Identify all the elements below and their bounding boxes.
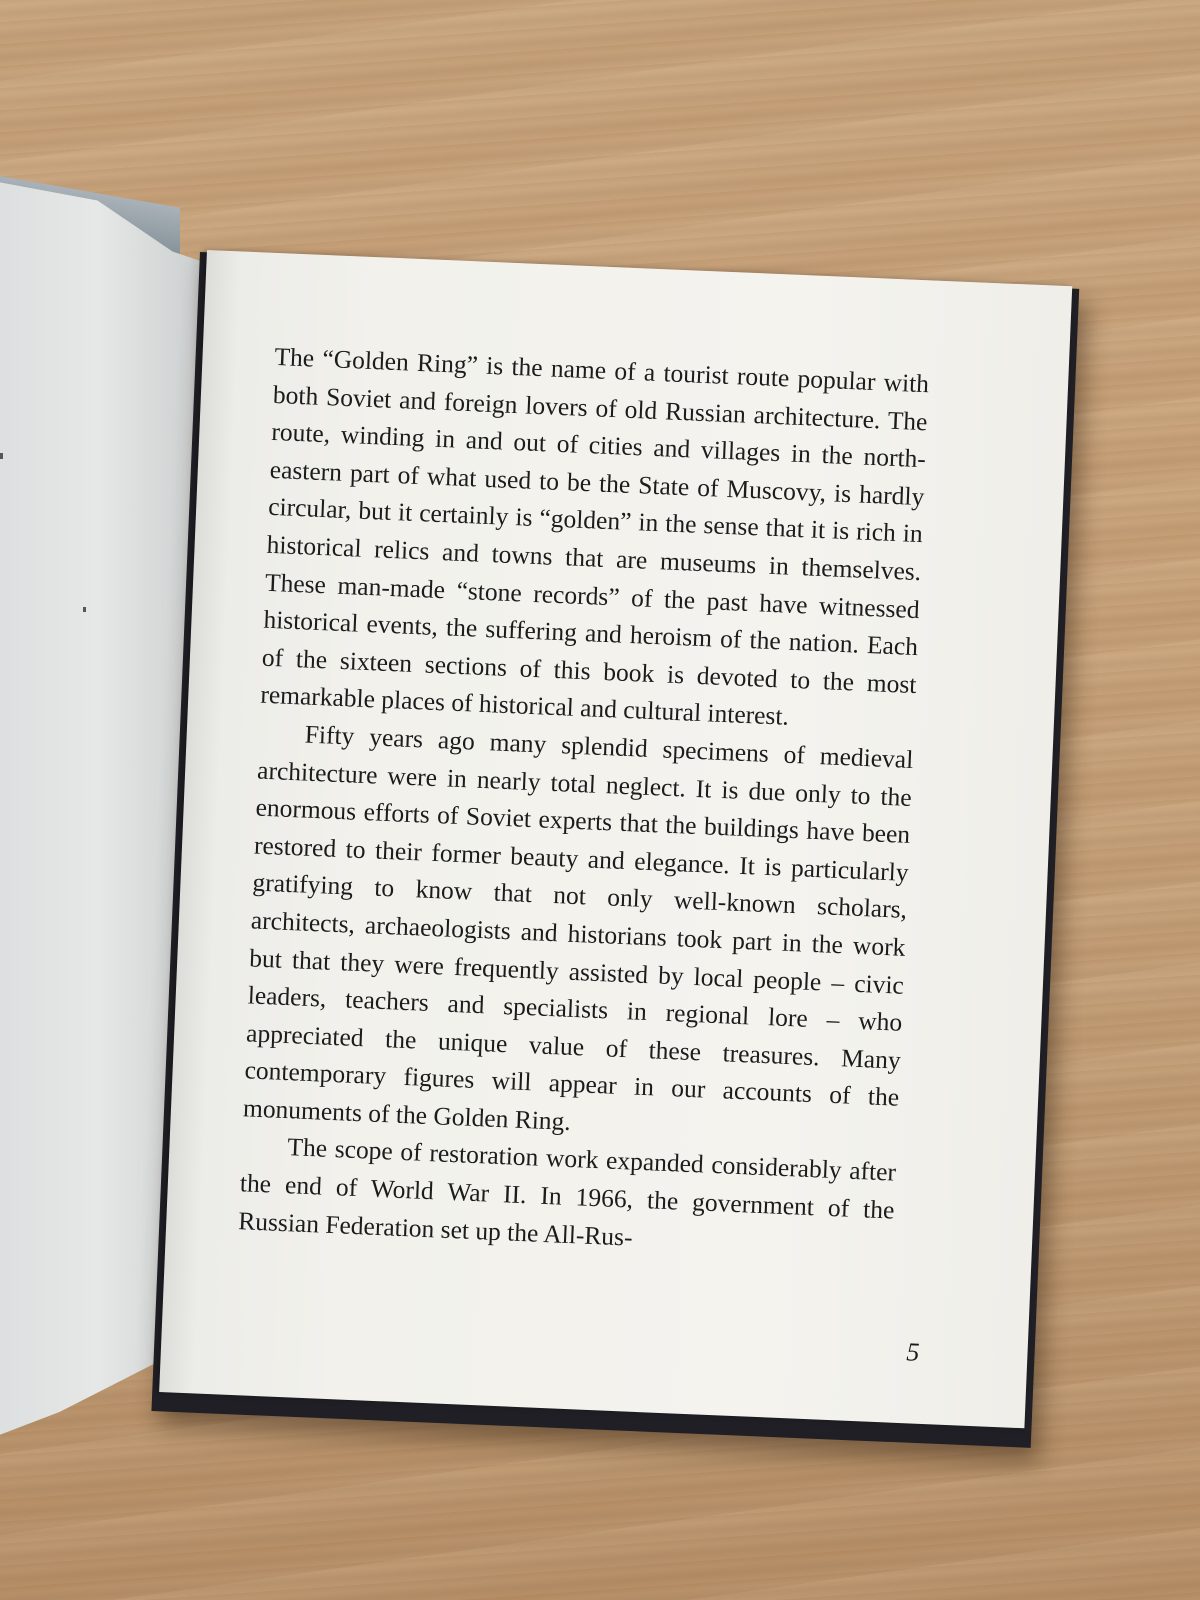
page-number: 5	[905, 1337, 921, 1367]
page-body-text	[238, 338, 930, 1267]
paragraph: The “Golden Ring” is the name of a tourist route popular with both Soviet and foreign lovers of old Russian architecture. The route, winding in and out of cities and villages in the north-eastern part of what used to be the State of Muscovy, is hardly circular, but it certainly is “golden” in the sense that it is rich in historical relics and towns that are museums in themselves. These man-made “stone records” of the past have witnessed historical events, the suffering and heroism of the nation. Each of the sixteen sections of this book is devoted to the most remarkable places of historical and cultural interest.	[259, 341, 930, 732]
paragraph: Fifty years ago many splendid specimens of medieval architecture were in nearly total neglect. It is due only to the enormous efforts of Soviet experts that the buildings have been restored to their former beauty and elegance. It is particularly gratifying to know that not only well-known scholars, architects, archaeologists and historians took part in the work but that they were frequently assisted by local people – civic leaders, teachers and specialists in regional lore – who appreciated the unique value of these treasures. Many contemporary figures will appear in our accounts of the monuments of the Golden Ring.	[242, 719, 914, 1136]
paragraph: The scope of restoration work expanded considerably after the end of World War II. In 1966, the government of the Russian Federation set up the All-Rus-	[237, 1132, 897, 1252]
print-speck	[83, 607, 86, 612]
right-page	[159, 250, 1072, 1428]
print-speck	[0, 453, 3, 459]
